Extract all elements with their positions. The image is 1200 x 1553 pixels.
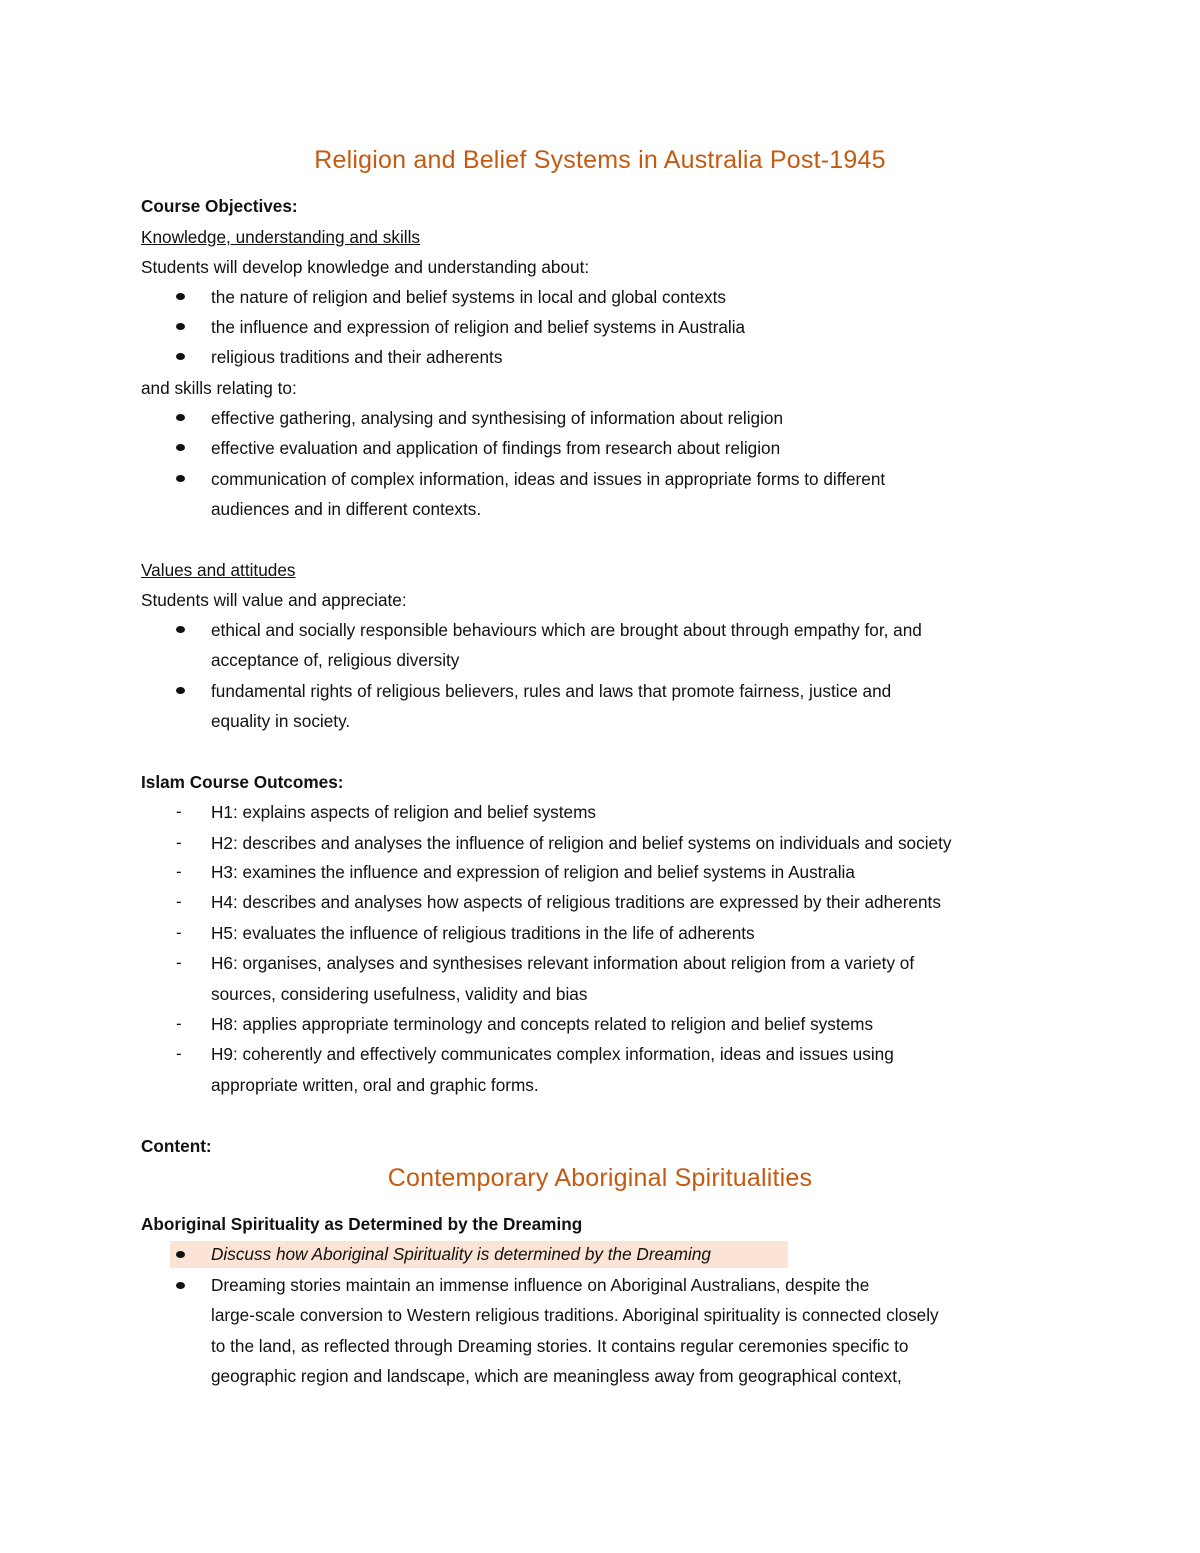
values-item-continuation: acceptance of, religious diversity [211, 650, 460, 670]
bullet-icon [176, 414, 185, 421]
outcome-item: H9: coherently and effectively communicates complex information, ideas and issues using [211, 1044, 894, 1064]
bullet-icon [176, 353, 185, 360]
skills-item: effective evaluation and application of findings from research about religion [211, 438, 781, 458]
knowledge-item: the influence and expression of religion and belief systems in Australia [211, 317, 746, 337]
dreaming-paragraph-line: large-scale conversion to Western religious traditions. Aboriginal spirituality is connected closely [211, 1305, 939, 1325]
dash-icon: - [176, 1044, 182, 1063]
outcome-item: H3: examines the influence and expression of religion and belief systems in Australia [211, 862, 855, 882]
outcome-item-continuation: sources, considering usefulness, validity and bias [211, 984, 588, 1004]
dash-icon: - [176, 1014, 182, 1033]
subheading: Aboriginal Spirituality as Determined by the Dreaming [141, 1214, 583, 1234]
bullet-icon [176, 687, 185, 694]
outcome-item: H4: describes and analyses how aspects of religious traditions are expressed by their adherents [211, 892, 941, 912]
dash-icon: - [176, 892, 182, 911]
knowledge-intro: Students will develop knowledge and understanding about: [141, 257, 590, 277]
knowledge-item: the nature of religion and belief systems in local and global contexts [211, 287, 726, 307]
skills-item: effective gathering, analysing and synthesising of information about religion [211, 408, 784, 428]
values-intro: Students will value and appreciate: [141, 590, 407, 610]
skills-intro: and skills relating to: [141, 378, 297, 398]
dreaming-paragraph-line: to the land, as reflected through Dreaming stories. It contains regular ceremonies specific to [211, 1336, 909, 1356]
outcome-item: H8: applies appropriate terminology and concepts related to religion and belief systems [211, 1014, 874, 1034]
outcome-item: H6: organises, analyses and synthesises relevant information about religion from a variety of [211, 953, 915, 973]
section-title: Contemporary Aboriginal Spiritualities [387, 1164, 813, 1192]
bullet-icon [176, 323, 185, 330]
dash-icon: - [176, 953, 182, 972]
values-heading: Values and attitudes [141, 560, 296, 580]
knowledge-heading: Knowledge, understanding and skills [141, 227, 421, 247]
course-objectives-heading: Course Objectives: [141, 196, 298, 216]
bullet-icon [176, 1282, 185, 1289]
skills-item: communication of complex information, ideas and issues in appropriate forms to different [211, 469, 886, 489]
values-item-continuation: equality in society. [211, 711, 351, 731]
values-item: ethical and socially responsible behaviours which are brought about through empathy for, and [211, 620, 922, 640]
outcome-item: H1: explains aspects of religion and belief systems [211, 802, 597, 822]
bullet-icon [176, 444, 185, 451]
dash-icon: - [176, 802, 182, 821]
bullet-icon [176, 1251, 185, 1258]
outcome-item: H5: evaluates the influence of religious traditions in the life of adherents [211, 923, 755, 943]
skills-item-continuation: audiences and in different contexts. [211, 499, 482, 519]
highlighted-prompt: Discuss how Aboriginal Spirituality is determined by the Dreaming [211, 1244, 711, 1264]
dash-icon: - [176, 923, 182, 942]
dash-icon: - [176, 862, 182, 881]
outcomes-heading: Islam Course Outcomes: [141, 772, 344, 792]
bullet-icon [176, 626, 185, 633]
dreaming-paragraph-line: geographic region and landscape, which are meaningless away from geographical context, [211, 1366, 902, 1386]
dash-icon: - [176, 833, 182, 852]
content-heading: Content: [141, 1136, 212, 1156]
knowledge-item: religious traditions and their adherents [211, 347, 503, 367]
outcome-item-continuation: appropriate written, oral and graphic forms. [211, 1075, 539, 1095]
document-title: Religion and Belief Systems in Australia Post-1945 [314, 146, 886, 174]
bullet-icon [176, 293, 185, 300]
bullet-icon [176, 475, 185, 482]
outcome-item: H2: describes and analyses the influence of religion and belief systems on individuals and society [211, 833, 952, 853]
values-item: fundamental rights of religious believers, rules and laws that promote fairness, justice and [211, 681, 892, 701]
dreaming-paragraph-line: Dreaming stories maintain an immense influence on Aboriginal Australians, despite the [211, 1275, 870, 1295]
